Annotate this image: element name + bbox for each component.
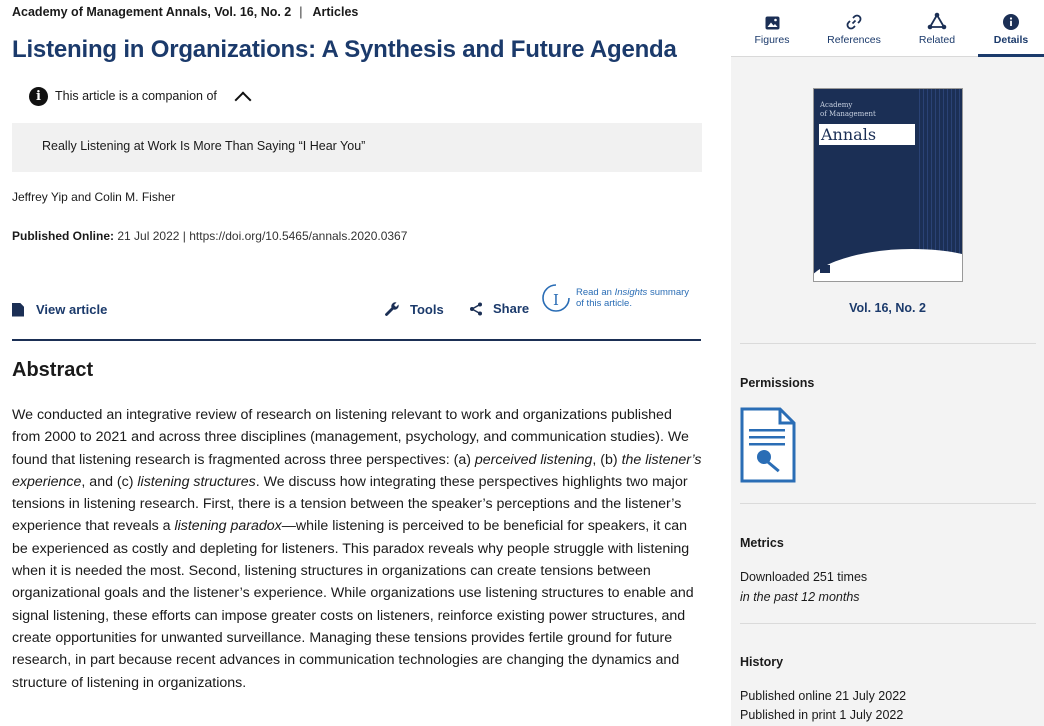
companion-article-link[interactable]: Really Listening at Work Is More Than Saying “I Hear You” (42, 139, 366, 153)
view-article-button[interactable] (12, 302, 107, 317)
abstract-emphasis: the listener’s experience (12, 451, 702, 490)
share-button[interactable] (469, 301, 529, 316)
view-article-label: View article (36, 302, 108, 317)
tab-figures-label: Figures (754, 34, 790, 46)
authors[interactable]: Jeffrey Yip and Colin M. Fisher (12, 190, 176, 204)
section-link[interactable]: Articles (312, 5, 359, 19)
tab-references[interactable] (823, 0, 885, 57)
published-label: Published Online: (12, 229, 115, 243)
tab-related[interactable] (912, 0, 962, 57)
downloads-count: Downloaded 251 times (740, 570, 868, 584)
insights-summary-link[interactable] (540, 282, 689, 314)
permissions-button[interactable] (740, 407, 796, 488)
link-icon (846, 14, 862, 30)
divider (740, 623, 1036, 624)
article-title: Listening in Organizations: A Synthesis and Future Agenda (12, 36, 677, 63)
permissions-heading: Permissions (740, 376, 815, 390)
tools-button[interactable] (384, 301, 444, 317)
published-print-date: Published in print 1 July 2022 (740, 708, 904, 722)
insights-logo-icon (540, 282, 572, 314)
article-actions (12, 287, 702, 326)
cover-logo-icon (820, 265, 830, 273)
doi-separator: | (182, 229, 186, 243)
wrench-icon (384, 301, 400, 317)
insights-letter: I (553, 291, 559, 309)
journal-link[interactable]: Academy of Management Annals, (12, 5, 211, 19)
details-sidebar (731, 0, 1044, 726)
insights-line1-start: Read an (576, 287, 612, 298)
published-date: 21 Jul 2022 (117, 229, 180, 243)
abstract-emphasis: listening paradox (174, 518, 282, 535)
cover-wave (813, 249, 963, 282)
share-icon (469, 302, 483, 316)
divider (740, 343, 1036, 344)
insights-line1-end: summary (649, 287, 690, 298)
metrics-heading: Metrics (740, 536, 784, 550)
companion-toggle[interactable] (29, 86, 249, 106)
published-online-date: Published online 21 July 2022 (740, 689, 907, 703)
info-icon (1003, 14, 1019, 30)
insights-line2: of this article. (576, 298, 632, 309)
abstract-part: . We discuss how integrating these perspectives highlights two major tensions in listening research. First, there is a tension between the speaker’s perceptions and the listener’s experience that reveals a (12, 473, 688, 535)
abstract-part: —while listening is perceived to be beneficial for speakers, it can be experienced as costly and depleting for listeners. This paradox reveals why people struggle with listening when it is needed the most. Second, listening structures in organizations can create tensions between organizational goals and the listener’s experience. While organizations use listening structures to enable and signal listening, these efforts can impose greater costs on listeners, reinforce existing power structures, and create opportunities for unwanted surveillance. Managing these tensions provides fertile ground for future research, in part because recent advances in communication technologies are changing the dynamics and structure of listening in organizations. (12, 518, 694, 691)
cover-line1: Academy (820, 101, 853, 109)
issue-volume[interactable]: Vol. 16, No. 2 (849, 301, 926, 315)
journal-cover[interactable] (813, 88, 963, 282)
companion-label: This article is a companion of (55, 89, 217, 103)
abstract-emphasis: perceived listening (474, 451, 593, 468)
tab-details[interactable] (978, 0, 1044, 57)
divider (740, 503, 1036, 504)
tab-references-label: References (827, 34, 881, 46)
cover-title-band (819, 124, 915, 145)
permissions-document-key-icon (740, 407, 796, 483)
downloads-period (740, 590, 860, 604)
companion-article-box (12, 123, 702, 172)
abstract-text (12, 404, 702, 694)
chevron-up-icon[interactable] (234, 91, 251, 108)
network-icon (927, 12, 947, 30)
cover-line2: of Management (820, 110, 876, 118)
publication-info (12, 229, 407, 243)
info-icon: i (29, 87, 48, 106)
sidebar-tabs (731, 0, 1044, 57)
tab-details-label: Details (993, 34, 1029, 46)
abstract-heading: Abstract (12, 359, 94, 381)
insights-italic: Insights (614, 287, 648, 298)
cover-text (820, 101, 876, 119)
tools-label: Tools (410, 301, 444, 317)
downloads-period-text: in the past 12 months (740, 590, 860, 604)
breadcrumb (12, 5, 358, 19)
volume-link[interactable]: Vol. 16, No. 2 (214, 5, 292, 19)
abstract-part: , (b) (592, 451, 622, 468)
share-label: Share (493, 301, 530, 316)
doi-link[interactable]: https://doi.org/10.5465/annals.2020.0367 (189, 229, 408, 243)
history-heading: History (740, 655, 784, 669)
tab-figures[interactable] (745, 0, 799, 57)
tab-related-label: Related (918, 34, 956, 46)
breadcrumb-separator: | (299, 5, 303, 19)
image-icon (765, 16, 780, 30)
cover-title: Annals (821, 125, 877, 144)
abstract-part: , and (c) (81, 473, 138, 490)
abstract-emphasis: listening structures (137, 473, 256, 490)
section-divider (12, 339, 701, 341)
abstract-part: We conducted an integrative review of research on listening relevant to work and organizations published from 2000 to 2021 and across three disciplines (management, psychology, and communication studies). We found that listening research is fragmented across three perspectives: (a) (12, 407, 689, 468)
insights-text (576, 287, 689, 309)
document-icon (12, 303, 24, 317)
